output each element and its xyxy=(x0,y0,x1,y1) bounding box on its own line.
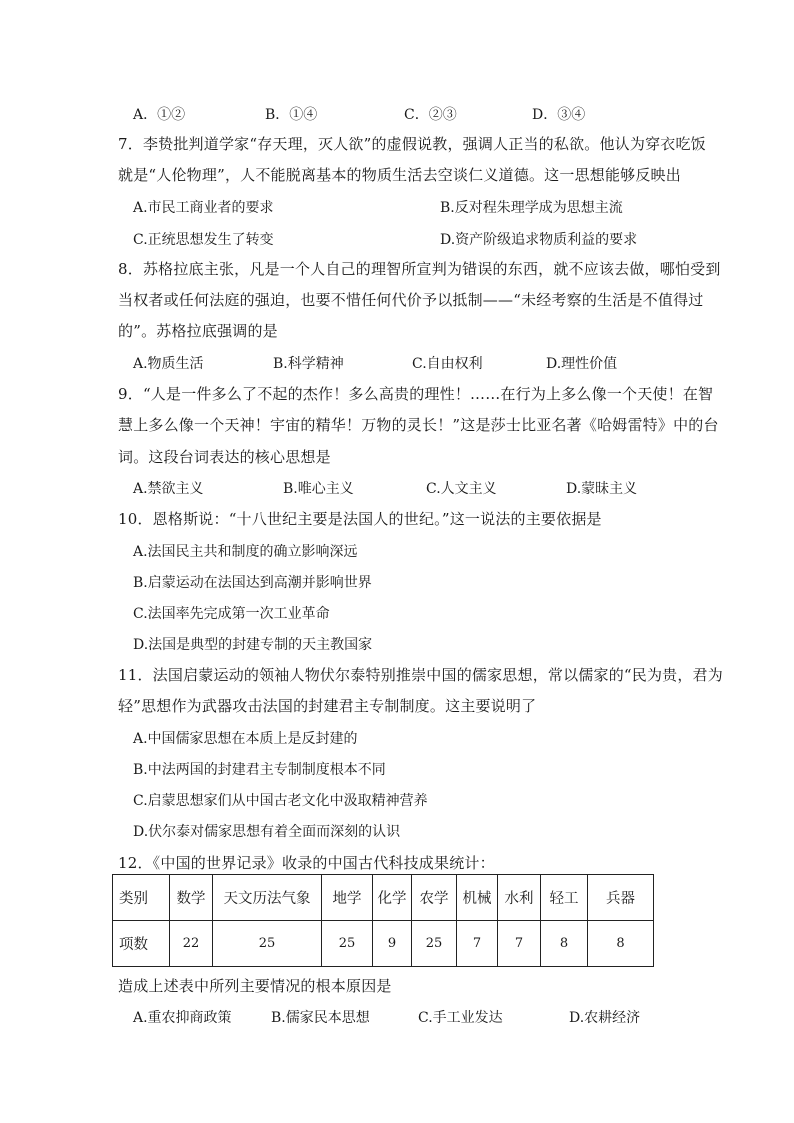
table-cell: 类别 xyxy=(113,875,170,921)
table-cell: 25 xyxy=(412,921,457,967)
q11-option-b: B.中法两国的封建君主专制制度根本不同 xyxy=(133,762,386,778)
q6-option-c: C．②③ xyxy=(404,107,457,123)
q8-option-a: A.物质生活 xyxy=(133,356,204,372)
q10-option-c: C.法国率先完成第一次工业革命 xyxy=(133,606,330,622)
q12-followup: 造成上述表中所列主要情况的根本原因是 xyxy=(118,977,392,995)
q7-option-a: A.市民工商业者的要求 xyxy=(133,200,274,216)
table-cell: 8 xyxy=(541,921,588,967)
q8-stem-line-1: 8．苏格拉底主张，凡是一个人自己的理智所宣判为错误的东西，就不应该去做，哪怕受到 xyxy=(118,260,721,278)
table-cell: 7 xyxy=(498,921,541,967)
q6-option-a: A．①② xyxy=(133,107,186,123)
table-cell: 轻工 xyxy=(541,875,588,921)
q12-option-a: A.重农抑商政策 xyxy=(133,1010,232,1026)
q7-stem-line-1: 7．李贽批判道学家“存天理，灭人欲”的虚假说教，强调人正当的私欲。他认为穿衣吃饭 xyxy=(118,135,706,153)
table-cell: 天文历法气象 xyxy=(213,875,322,921)
q11-option-a: A.中国儒家思想在本质上是反封建的 xyxy=(133,731,358,747)
table-cell: 水利 xyxy=(498,875,541,921)
table-cell: 项数 xyxy=(113,921,170,967)
table-cell: 机械 xyxy=(457,875,498,921)
q7-stem-line-2: 就是“人伦物理”，人不能脱离基本的物质生活去空谈仁义道德。这一思想能够反映出 xyxy=(118,166,681,184)
q10-stem-line-1: 10．恩格斯说：“十八世纪主要是法国人的世纪。”这一说法的主要依据是 xyxy=(118,510,602,528)
q11-option-c: C.启蒙思想家们从中国古老文化中汲取精神营养 xyxy=(133,793,428,809)
q9-stem-line-2: 慧上多么像一个天神！宇宙的精华！万物的灵长！”这是莎士比亚名著《哈姆雷特》中的台 xyxy=(118,416,719,434)
q9-stem-line-3: 词。这段台词表达的核心思想是 xyxy=(118,448,331,466)
q6-option-b: B．①④ xyxy=(265,107,318,123)
table-cell: 数学 xyxy=(170,875,213,921)
q9-option-b: B.唯心主义 xyxy=(283,481,354,497)
q12-option-b: B.儒家民本思想 xyxy=(271,1010,370,1026)
table-cell: 8 xyxy=(588,921,654,967)
q8-option-c: C.自由权利 xyxy=(412,356,483,372)
q6-option-d: D．③④ xyxy=(532,107,586,123)
tech-achievements-table xyxy=(112,874,654,967)
table-cell: 地学 xyxy=(322,875,373,921)
q10-option-b: B.启蒙运动在法国达到高潮并影响世界 xyxy=(133,575,372,591)
table-cell: 化学 xyxy=(373,875,412,921)
table-header-row xyxy=(113,875,654,921)
q12-stem-line-1: 12．《中国的世界记录》收录的中国古代科技成果统计： xyxy=(118,854,495,872)
q8-stem-line-3: 的”。苏格拉底强调的是 xyxy=(118,322,278,340)
table-cell: 25 xyxy=(322,921,373,967)
table-cell: 7 xyxy=(457,921,498,967)
q8-option-b: B.科学精神 xyxy=(273,356,344,372)
table-cell: 兵器 xyxy=(588,875,654,921)
q11-option-d: D.伏尔泰对儒家思想有着全面而深刻的认识 xyxy=(133,824,401,840)
table-row xyxy=(113,921,654,967)
q8-option-d: D.理性价值 xyxy=(546,356,618,372)
q9-stem-line-1: 9．“人是一件多么了不起的杰作！多么高贵的理性！……在行为上多么像一个天使！在智 xyxy=(118,385,714,403)
q8-stem-line-2: 当权者或任何法庭的强迫，也要不惜任何代价予以抵制——“未经考察的生活是不值得过 xyxy=(118,291,704,309)
table-cell: 9 xyxy=(373,921,412,967)
q10-option-a: A.法国民主共和制度的确立影响深远 xyxy=(133,544,358,560)
q9-option-d: D.蒙昧主义 xyxy=(566,481,638,497)
table-cell: 农学 xyxy=(412,875,457,921)
q9-option-c: C.人文主义 xyxy=(426,481,497,497)
q10-option-d: D.法国是典型的封建专制的天主教国家 xyxy=(133,637,373,653)
q9-option-a: A.禁欲主义 xyxy=(133,481,204,497)
q7-option-b: B.反对程朱理学成为思想主流 xyxy=(440,200,623,216)
table-cell: 25 xyxy=(213,921,322,967)
table-cell: 22 xyxy=(170,921,213,967)
q7-option-c: C.正统思想发生了转变 xyxy=(133,232,274,248)
q11-stem-line-2: 轻”思想作为武器攻击法国的封建君主专制制度。这主要说明了 xyxy=(118,697,537,715)
q12-option-c: C.手工业发达 xyxy=(418,1010,503,1026)
q11-stem-line-1: 11．法国启蒙运动的领袖人物伏尔泰特别推崇中国的儒家思想，常以儒家的“民为贵，君为 xyxy=(118,666,723,684)
q7-option-d: D.资产阶级追求物质利益的要求 xyxy=(440,232,638,248)
q12-option-d: D.农耕经济 xyxy=(569,1010,641,1026)
